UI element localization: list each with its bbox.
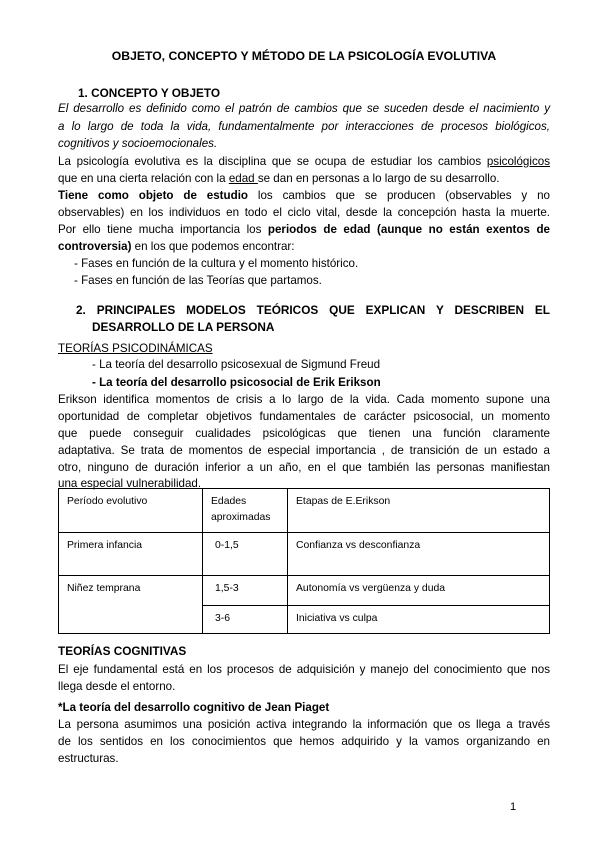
table-cell: Confianza vs desconfianza	[288, 533, 550, 576]
table-row	[59, 576, 550, 606]
table-header-cell: Período evolutivo	[59, 489, 203, 533]
paragraph-2-line-1: Tiene como objeto de estudio los cambios que se producen (observables y no	[58, 189, 550, 202]
erikson-line-2: oportunidad de completar objetivos fundamentales de carácter psicosocial, un momento	[58, 410, 550, 423]
table-cell: 1,5-3	[203, 576, 288, 606]
table-cell: 0-1,5	[203, 533, 288, 576]
piaget-line-2: de los sentidos en los conocimientos que hemos adquirido y la vamos organizando en	[58, 735, 550, 748]
section2-heading-line-2: DESARROLLO DE LA PERSONA	[92, 320, 275, 334]
paragraph-3-line-2: controversia) en los que podemos encontrar:	[58, 240, 295, 253]
erikson-line-6: una especial vulnerabilidad.	[58, 477, 202, 490]
table-cell: Iniciativa vs culpa	[288, 606, 550, 634]
document-title: OBJETO, CONCEPTO Y MÉTODO DE LA PSICOLOGÍA EVOLUTIVA	[111, 49, 497, 63]
table-header-cell: Etapas de E.Erikson	[288, 489, 550, 533]
underlined-psicologicos: psicológicos	[486, 155, 550, 168]
table-header-cell: Edades aproximadas	[203, 489, 288, 533]
paragraph-3-line-1: Por ello tiene mucha importancia los periodos de edad (aunque no están exentos de	[58, 223, 550, 236]
table-header-row	[59, 489, 550, 533]
page-number: 1	[510, 801, 517, 813]
paragraph-1-line-2: que en una cierta relación con la edad se dan en personas a lo largo de su desarrollo.	[58, 172, 500, 185]
cognitive-line-2: llega desde el entorno.	[58, 680, 176, 693]
subheading-psicodinamicas: TEORÍAS PSICODINÁMICAS	[58, 342, 213, 355]
underlined-edad: edad	[228, 172, 258, 185]
definition-line-1: El desarrollo es definido como el patrón de cambios que se suceden desde el nacimiento y	[58, 102, 550, 115]
paragraph-1-line-1: La psicología evolutiva es la disciplina que se ocupa de estudiar los cambios psicológicos	[58, 155, 550, 168]
table-cell: Autonomía vs vergüenza y duda	[288, 576, 550, 606]
erikson-stages-table	[58, 488, 550, 634]
piaget-line-3: estructuras.	[58, 752, 119, 765]
subheading-cognitivas: TEORÍAS COGNITIVAS	[58, 644, 187, 658]
table-cell: 3-6	[203, 606, 288, 634]
piaget-title: *La teoría del desarrollo cognitivo de Jean Piaget	[58, 701, 330, 714]
theory-item-freud: - La teoría del desarrollo psicosexual de Sigmund Freud	[92, 358, 381, 371]
erikson-line-3: que puede conseguir cualidades psicológicas que tienen una función claramente	[58, 427, 550, 440]
section2-heading-line-1: 2. PRINCIPALES MODELOS TEÓRICOS QUE EXPLICAN Y DESCRIBEN EL	[76, 303, 550, 317]
table-row	[59, 533, 550, 576]
erikson-line-4: adaptativa. Se trata de momentos de especial importancia , de transición de un estado a	[58, 444, 550, 457]
list-item-1: - Fases en función de la cultura y el momento histórico.	[74, 257, 359, 270]
paragraph-2-line-2: observables) en los individuos en todo el ciclo vital, desde la concepción hasta la muerte.	[58, 206, 550, 219]
list-item-2: - Fases en función de las Teorías que partamos.	[74, 274, 322, 287]
definition-line-3: cognitivos y socioemocionales.	[58, 137, 218, 150]
table-cell: Primera infancia	[59, 533, 203, 576]
section1-heading: 1. CONCEPTO Y OBJETO	[78, 86, 221, 100]
erikson-line-1: Erikson identifica momentos de crisis a lo largo de la vida. Cada momento supone una	[58, 393, 550, 406]
piaget-line-1: La persona asumimos una posición activa integrando la información que os llega a través	[58, 718, 550, 731]
theory-item-erikson: - La teoría del desarrollo psicosocial de Erik Erikson	[92, 376, 381, 389]
table-cell: Niñez temprana	[59, 576, 203, 634]
definition-line-2: a lo largo de toda la vida, fundamentalmente por interacciones de procesos biológicos,	[58, 120, 550, 133]
erikson-line-5: otro, ninguno de duración inferior a un año, en el que también las personas manifiestan	[58, 461, 550, 474]
cognitive-line-1: El eje fundamental está en los procesos de adquisición y manejo del conocimiento que nos	[58, 663, 550, 676]
